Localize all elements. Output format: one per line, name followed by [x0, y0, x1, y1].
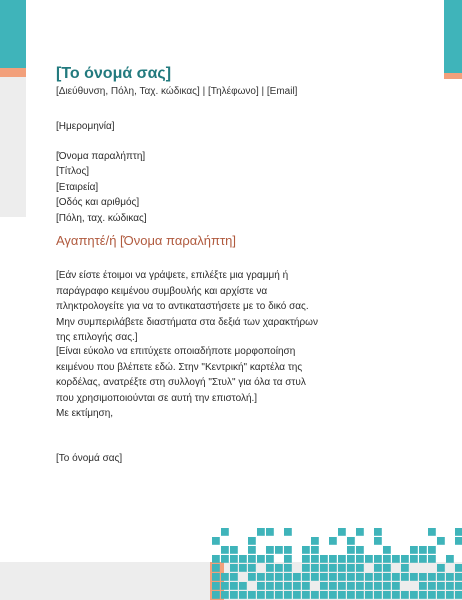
pixel-tile	[410, 555, 418, 563]
pixel-tile	[428, 555, 436, 563]
pixel-tile	[338, 528, 346, 536]
pixel-tile	[212, 582, 220, 590]
pixel-tile	[356, 573, 364, 581]
pixel-tile	[239, 582, 247, 590]
pixel-tile	[374, 528, 382, 536]
pixel-tile	[446, 582, 454, 590]
pixel-tile	[266, 546, 274, 554]
pixel-tile	[302, 591, 310, 599]
pixel-tile	[221, 573, 229, 581]
pixel-tile	[356, 528, 364, 536]
pixel-tile	[212, 591, 220, 599]
pixel-tile	[374, 555, 382, 563]
pixel-tile	[347, 591, 355, 599]
pixel-tile	[338, 564, 346, 572]
pixel-tile	[446, 591, 454, 599]
pixel-tile	[230, 591, 238, 599]
pixel-tile	[356, 582, 364, 590]
pixel-tile	[284, 582, 292, 590]
pixel-tile	[221, 582, 229, 590]
pixel-tile	[311, 555, 319, 563]
pixel-tile	[329, 582, 337, 590]
pixel-tile	[419, 582, 427, 590]
pixel-tile	[338, 555, 346, 563]
sender-contact-info: [Διεύθυνση, Πόλη, Ταχ. κώδικας] | [Τηλέφωνο] | [Email]	[56, 86, 298, 97]
pixel-tile	[347, 573, 355, 581]
pixel-tile	[419, 546, 427, 554]
pixel-tile	[329, 555, 337, 563]
pixel-tile	[401, 591, 409, 599]
pixel-tile	[248, 573, 256, 581]
pixel-tile	[284, 591, 292, 599]
pixel-tile	[284, 546, 292, 554]
pixel-tile	[401, 573, 409, 581]
pixel-tile	[257, 591, 265, 599]
pixel-tile	[383, 546, 391, 554]
pixel-tile	[410, 591, 418, 599]
pixel-tile	[212, 555, 220, 563]
pixel-tile	[383, 582, 391, 590]
pixel-tile	[392, 573, 400, 581]
pixel-tile	[410, 573, 418, 581]
pixel-tile	[257, 582, 265, 590]
body-paragraph-2	[56, 344, 306, 406]
recipient-city: [Πόλη, ταχ. κώδικας]	[56, 212, 147, 224]
pixel-tile	[356, 564, 364, 572]
pixel-tile	[383, 573, 391, 581]
pixel-tile	[365, 591, 373, 599]
pixel-tile	[356, 546, 364, 554]
pixel-tile	[401, 555, 409, 563]
paragraph-line: κειμένου που βλέπετε εδώ. Στην "Κεντρική" καρτέλα της	[56, 361, 303, 373]
paragraph-line: [Εάν είστε έτοιμοι να γράψετε, επιλέξτε μια γραμμή ή	[56, 270, 289, 281]
pixel-tile	[329, 573, 337, 581]
pixel-tile	[275, 546, 283, 554]
pixel-tile	[392, 582, 400, 590]
pixel-tile	[428, 528, 436, 536]
pixel-tile	[338, 582, 346, 590]
pixel-tile	[374, 573, 382, 581]
pixel-tile	[347, 537, 355, 545]
pixel-tile	[455, 591, 462, 599]
pixel-tile	[338, 573, 346, 581]
pixel-tile	[455, 537, 462, 545]
pixel-tile	[320, 573, 328, 581]
pixel-tile	[347, 555, 355, 563]
pixel-tile	[320, 564, 328, 572]
pixel-tile	[275, 591, 283, 599]
paragraph-line: της επιλογής σας.]	[56, 332, 138, 343]
paragraph-line: παράγραφο κειμένου συμβουλής και αρχίστε να	[56, 285, 268, 297]
pixel-tile	[266, 573, 274, 581]
pixel-tile	[212, 537, 220, 545]
paragraph-line: πληκτρολογείτε για να το αντικαταστήσετε με το δικό σας.	[56, 301, 309, 312]
pixel-tile	[437, 582, 445, 590]
pixel-tile	[374, 564, 382, 572]
pixel-tile	[311, 591, 319, 599]
pixel-tile	[257, 573, 265, 581]
pixel-tile	[365, 573, 373, 581]
pixel-tile	[419, 573, 427, 581]
pixel-tile	[230, 582, 238, 590]
pixel-tile	[248, 555, 256, 563]
pixel-tile	[230, 564, 238, 572]
paragraph-line: Μην συμπεριλάβετε διαστήματα στα δεξιά των χαρακτήρων	[56, 316, 318, 328]
pixel-tile	[230, 573, 238, 581]
pixel-tile	[410, 546, 418, 554]
pixel-tile	[266, 591, 274, 599]
pixel-tile	[311, 546, 319, 554]
pixel-tile	[455, 528, 462, 536]
recipient-title: [Τίτλος]	[56, 166, 90, 178]
pixel-tile	[374, 582, 382, 590]
pixel-tile	[401, 564, 409, 572]
pixel-tile	[374, 591, 382, 599]
pixel-tile	[356, 555, 364, 563]
salutation: Αγαπητέ/ή [Όνομα παραλήπτη]	[56, 233, 236, 248]
pixel-tile	[248, 564, 256, 572]
pixel-tile	[320, 582, 328, 590]
pixel-tile	[248, 591, 256, 599]
pixel-tile	[338, 591, 346, 599]
pixel-tile	[257, 555, 265, 563]
pixel-tile	[275, 573, 283, 581]
pixel-tile	[365, 582, 373, 590]
pixel-tile	[320, 591, 328, 599]
recipient-company: [Εταιρεία]	[56, 181, 99, 193]
pixel-tile	[383, 564, 391, 572]
pixel-tile	[347, 582, 355, 590]
pixel-tile	[302, 573, 310, 581]
pixel-tile	[383, 555, 391, 563]
pixel-tile	[212, 564, 220, 572]
pixel-tile	[347, 564, 355, 572]
pixel-tile	[437, 591, 445, 599]
pixel-tile	[446, 555, 454, 563]
pixel-tile	[428, 582, 436, 590]
sender-name: [Το όνομά σας]	[56, 65, 172, 82]
recipient-street: [Οδός και αριθμός]	[56, 197, 140, 209]
pixel-tile	[284, 564, 292, 572]
pixel-tile	[428, 591, 436, 599]
pixel-tile	[374, 537, 382, 545]
pixel-tile	[257, 528, 265, 536]
pixel-tile	[311, 573, 319, 581]
pixel-tile	[437, 564, 445, 572]
pixel-tile	[266, 528, 274, 536]
pixel-tile	[221, 546, 229, 554]
pixel-tile	[266, 582, 274, 590]
pixel-tile	[284, 528, 292, 536]
pixel-tile	[455, 564, 462, 572]
pixel-tile	[419, 555, 427, 563]
pixel-tile	[419, 591, 427, 599]
pixel-tile	[248, 546, 256, 554]
pixel-tile	[293, 582, 301, 590]
pixel-tile	[221, 528, 229, 536]
pixel-tile	[437, 573, 445, 581]
pixel-tile	[383, 591, 391, 599]
pixel-tile	[455, 573, 462, 581]
pixel-tile	[221, 555, 229, 563]
pixel-tile	[248, 537, 256, 545]
pixel-tile	[437, 537, 445, 545]
paragraph-line: που χρησιμοποιούνται σε αυτή την επιστολή.]	[56, 392, 258, 404]
pixel-tile	[365, 555, 373, 563]
pixel-tile	[302, 546, 310, 554]
pixel-tile	[275, 564, 283, 572]
pixel-tile	[446, 573, 454, 581]
pixel-tile	[293, 591, 301, 599]
pixel-tile	[320, 555, 328, 563]
pixel-tile	[347, 546, 355, 554]
pixel-tile	[239, 564, 247, 572]
recipient-block	[56, 149, 147, 226]
pixel-tile	[428, 573, 436, 581]
letter-date: [Ημερομηνία]	[56, 121, 115, 132]
pixel-tile	[302, 555, 310, 563]
pixel-tile	[356, 591, 364, 599]
pixel-tile	[329, 564, 337, 572]
pixel-tile	[311, 564, 319, 572]
pixel-tile	[302, 582, 310, 590]
body-paragraph-1	[56, 268, 318, 346]
pixel-tile	[212, 573, 220, 581]
pixel-tile	[230, 555, 238, 563]
pixel-tile	[221, 591, 229, 599]
pixel-tile	[311, 537, 319, 545]
pixel-tile	[275, 582, 283, 590]
pixel-tile	[293, 573, 301, 581]
paragraph-line: [Είναι εύκολο να επιτύχετε οποιαδήποτε μορφοποίηση	[56, 346, 296, 357]
pixel-tile	[239, 555, 247, 563]
pixel-tile	[284, 573, 292, 581]
pixel-tile	[266, 564, 274, 572]
signature-name: [Το όνομά σας]	[56, 453, 123, 464]
pixel-tile	[329, 591, 337, 599]
pixel-tile	[455, 582, 462, 590]
pixel-tile	[230, 546, 238, 554]
pixel-tile	[239, 591, 247, 599]
pixel-tile	[428, 546, 436, 554]
paragraph-line: κορδέλας, ανατρέξτε στη συλλογή "Στυλ" για όλα τα στυλ	[56, 377, 306, 388]
pixel-tile	[284, 555, 292, 563]
pixel-tile	[329, 537, 337, 545]
pixel-tile	[266, 555, 274, 563]
pixel-tile	[392, 591, 400, 599]
pixel-tile	[302, 564, 310, 572]
recipient-name: [Όνομα παραλήπτη]	[56, 151, 146, 162]
pixel-tile	[392, 555, 400, 563]
closing: Με εκτίμηση,	[56, 408, 114, 419]
